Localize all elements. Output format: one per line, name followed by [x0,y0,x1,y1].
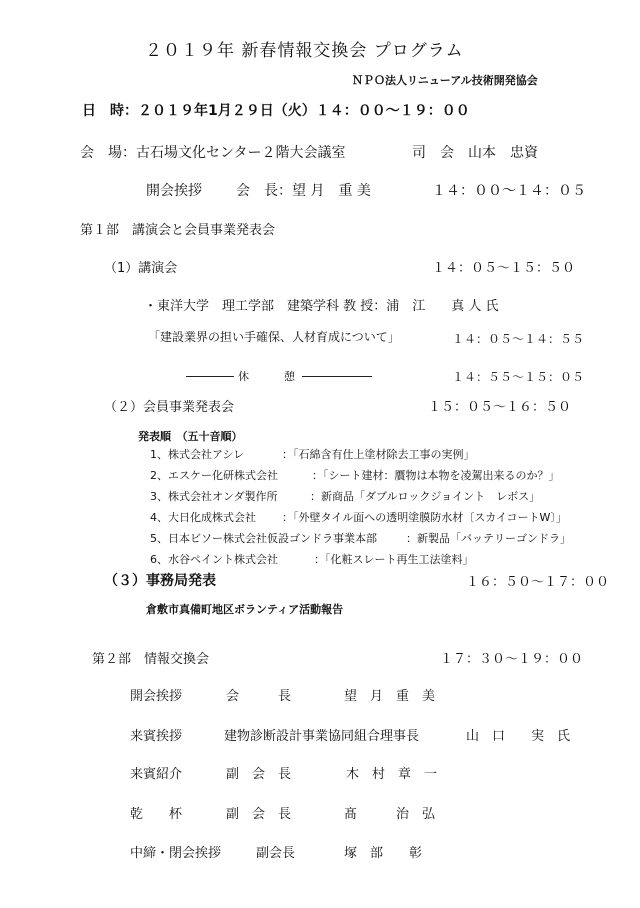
schedule-name: 望 月 重 美 [344,689,436,704]
event-datetime: 日 時：２０１９年1月２９日（火）１４：００～１９：００ [82,103,470,119]
presentation-company: 2、エスケー化研株式会社 [150,469,278,482]
break-char-1: 休 [238,370,249,383]
schedule-title: 建物診断設計事業協同組合理事長 [224,729,420,744]
presentation-topic: ：新製品「バッテリーゴンドラ」 [406,532,571,545]
schedule-title: 副 会 長 [226,767,292,782]
presentation-company: 6、水谷ペイント株式会社 [150,553,278,566]
page-title: ２０１９年 新春情報交換会 プログラム [145,41,464,61]
schedule-title: 副会長 [256,846,296,861]
schedule-name: 髙 治 弘 [344,807,436,822]
presentation-company: 3、株式会社オンダ製作所 [150,490,278,503]
venue: 会 場：古石場文化センター２階大会議室 [80,145,346,161]
presentation-company: 4、大日化成株式会社 [150,511,256,524]
lecture-time: １４：０５～１５：５０ [432,261,576,276]
presentation-topic: ：新商品「ダブルロックジョイント レボス」 [310,490,541,503]
opening-time: １４：００～１４：０５ [432,183,586,199]
part1-heading: 第１部 講演会と会員事業発表会 [80,223,276,238]
break-rule-left [186,376,234,377]
presentation-topic: ：「外壁タイル面への透明塗膜防水材〔スカイコートW〕」 [282,511,567,524]
schedule-name: 山 口 実 氏 [466,729,571,744]
presentation-company: 5、日本ビソー株式会社仮設ゴンドラ事業本部 [150,532,377,545]
schedule-role: 中締・閉会挨拶 [130,846,222,861]
lecture-topic-time: １４：０５～１４：５５ [452,332,585,346]
part2-heading: 第２部 情報交換会 [92,652,210,667]
break-time: １４：５５～１５：０５ [452,370,585,384]
break-rule-right [302,376,372,377]
office-heading: （３）事務局発表 [104,573,216,589]
schedule-title: 副 会 長 [226,807,292,822]
mc: 司 会 山本 忠資 [412,145,538,161]
office-time: １６：５０～１７：００ [466,575,610,590]
presentation-topic: ：「化粧スレート再生工法塗料」 [314,553,474,566]
presentation-topic: ：「シート建材：贋物は本物を凌駕出来るのか？」 [312,469,560,482]
schedule-role: 乾 杯 [130,807,183,822]
presentation-order-label: 発表順 （五十音順） [138,430,243,443]
schedule-role: 開会挨拶 [130,689,183,704]
member-time: １５：０５～１６：５０ [428,400,572,415]
opening-speaker: 会 長：望 月 重 美 [236,183,371,199]
part2-time: １７：３０～１９：００ [440,652,584,667]
presentation-topic: ：「石綿含有仕上塗材除去工事の実例」 [282,448,475,461]
organizer: ＮＰＯ法人リニューアル技術開発協会 [352,74,538,87]
schedule-role: 来賓挨拶 [130,729,183,744]
lecture-heading: （1）講演会 [104,261,178,276]
schedule-title: 会 長 [226,689,292,704]
presentation-company: 1、株式会社アシレ [150,448,245,461]
member-heading: （２）会員事業発表会 [104,400,235,415]
office-topic: 倉敷市真備町地区ボランティア活動報告 [146,603,344,616]
lecture-topic: 「建設業界の担い手確保、人材育成について」 [148,330,400,344]
opening-label: 開会挨拶 [146,183,202,199]
schedule-role: 来賓紹介 [130,767,183,782]
break-char-2: 憩 [284,370,295,383]
schedule-name: 木 村 章 一 [346,767,438,782]
schedule-name: 塚 部 彰 [344,846,423,861]
lecture-speaker: ・東洋大学 理工学部 建築学科 教 授：浦 江 真 人 氏 [144,299,499,314]
